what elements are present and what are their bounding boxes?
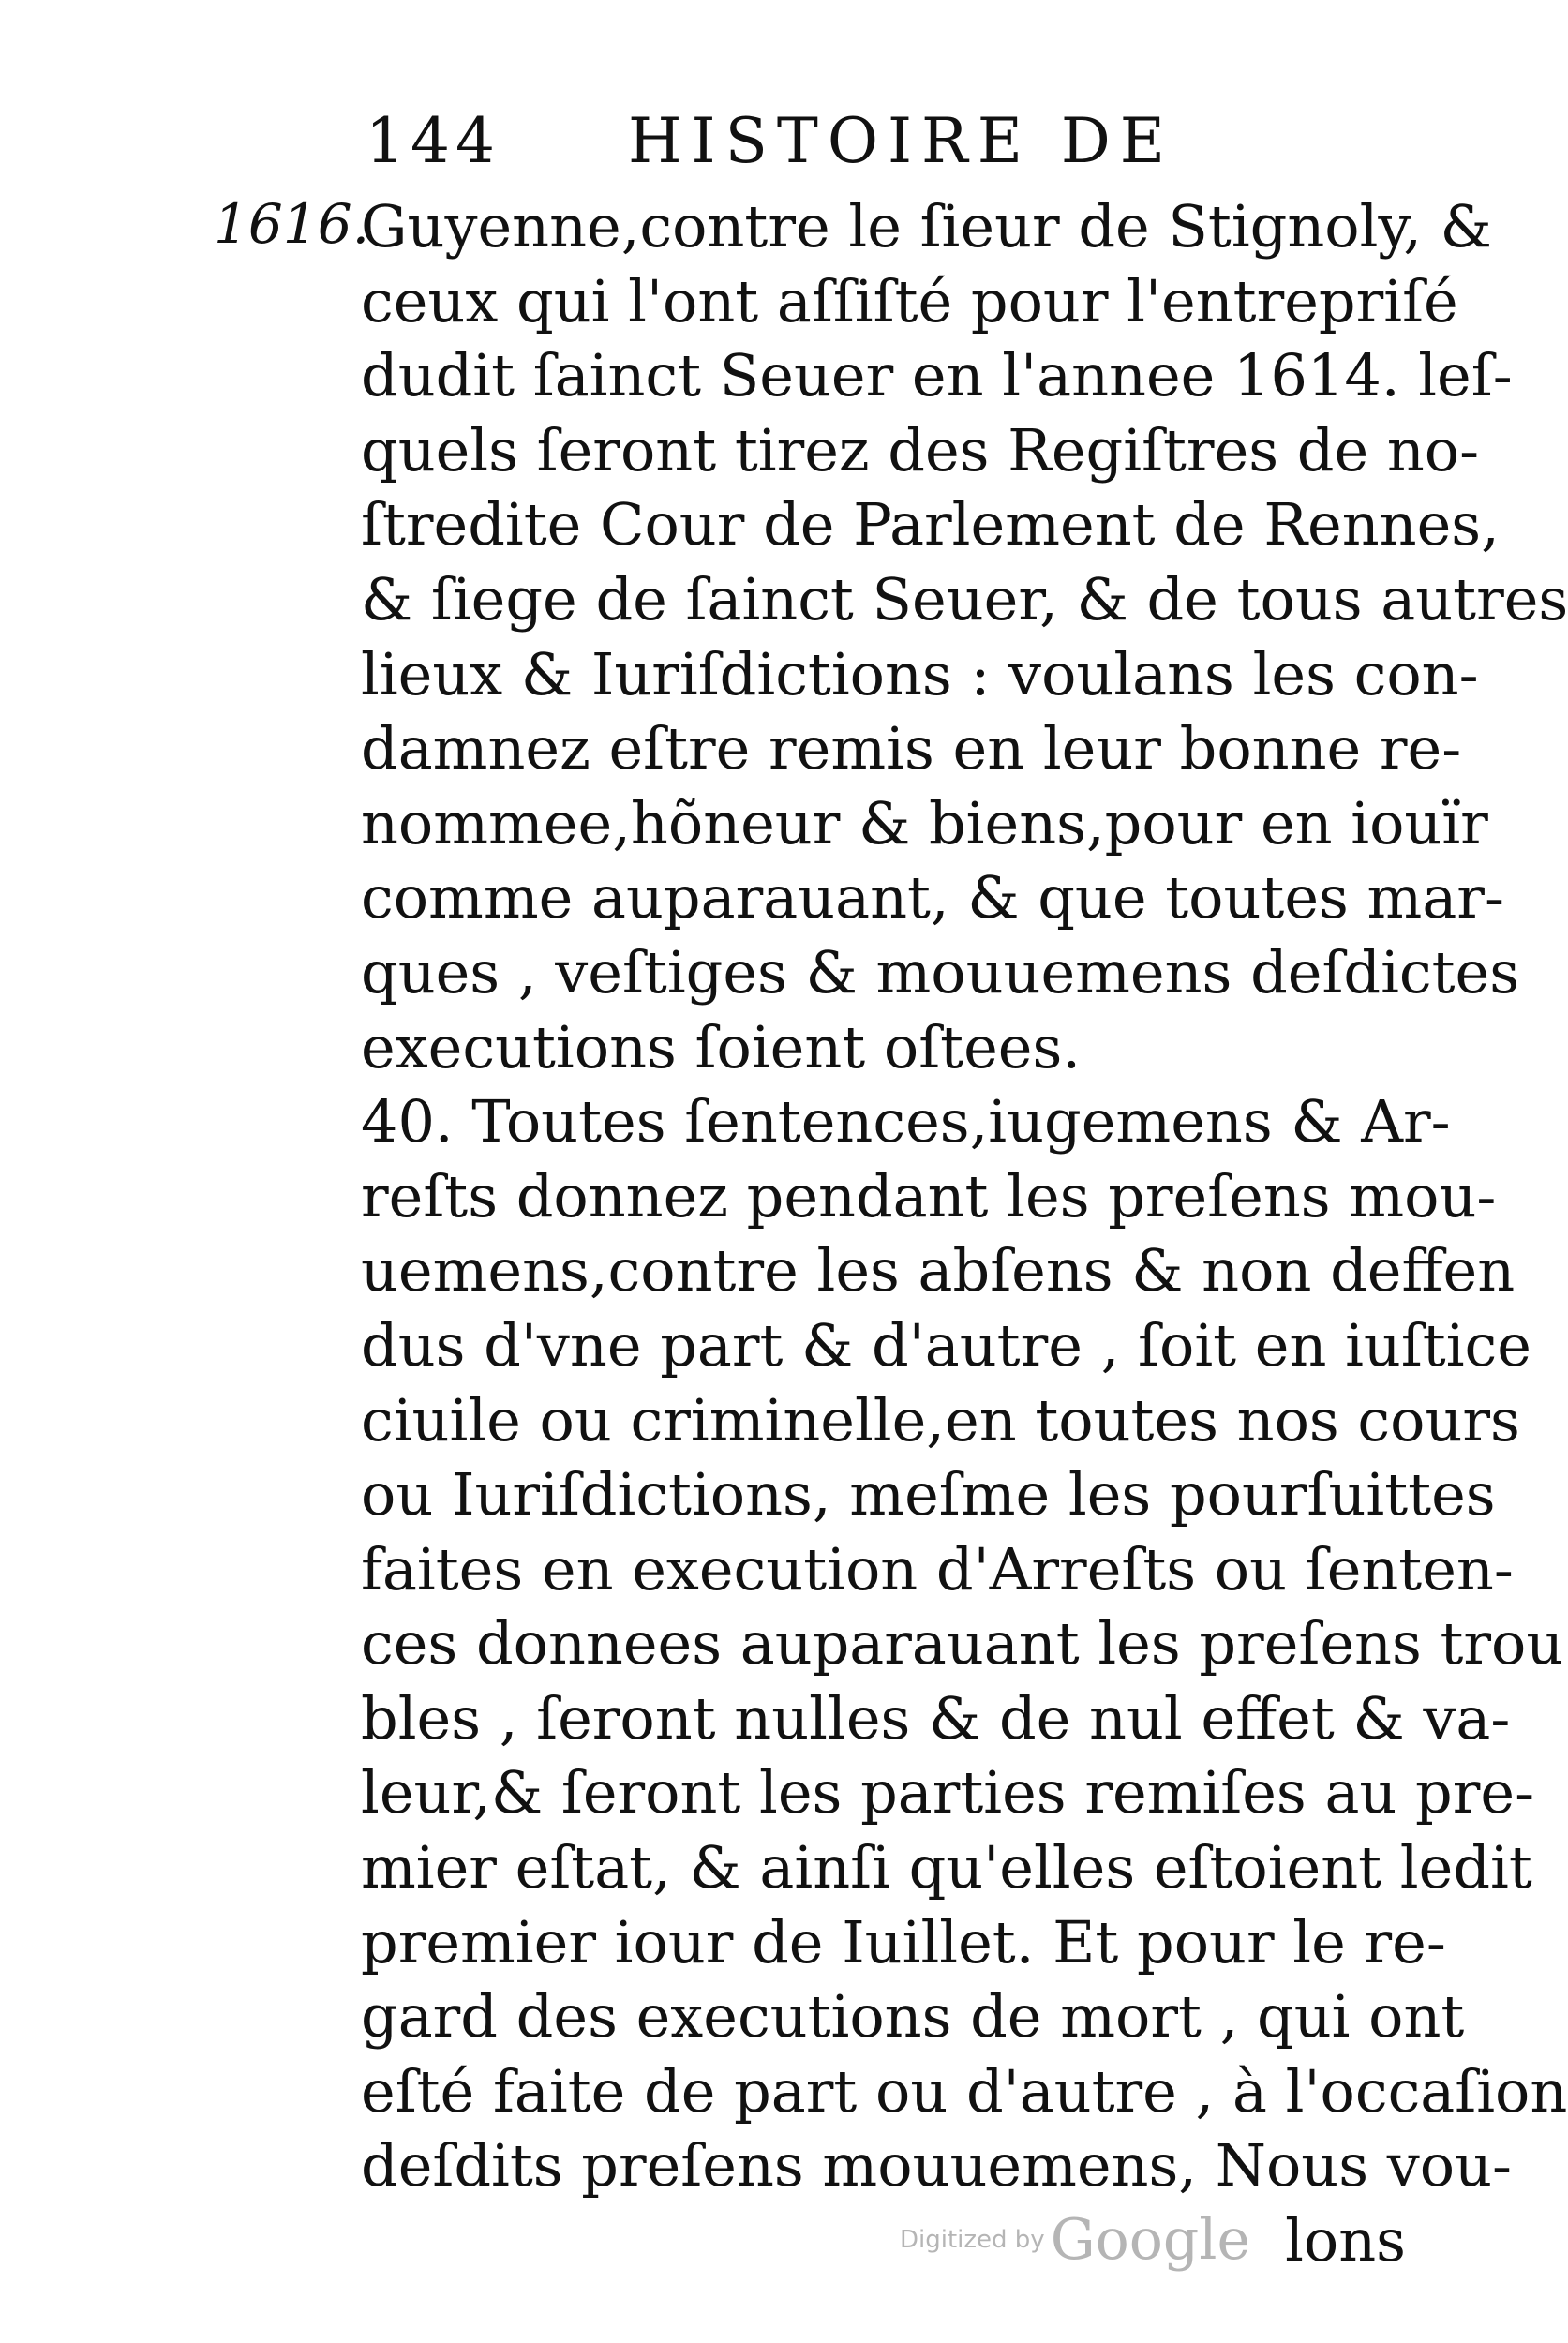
catchword: lons [1285, 2206, 1406, 2276]
watermark-brand: Google [1050, 2207, 1250, 2273]
digitized-watermark [900, 2207, 1275, 2282]
paragraph-start-line: 40. Toutes ſentences,iugemens & Ar- [361, 1087, 1451, 1157]
text-line: dus d'vne part & d'autre , ſoit en iuſtice [361, 1310, 1531, 1380]
running-title: HISTOIRE DE [628, 105, 1174, 177]
text-line: ſtredite Cour de Parlement de Rennes, [361, 490, 1500, 560]
text-line: damnez eſtre remis en leur bonne re- [361, 714, 1462, 783]
text-line: comme auparauant, & que toutes mar- [361, 863, 1504, 933]
text-line: ces donnees auparauant les preſens trou [361, 1609, 1564, 1679]
text-line: Guyenne,contre le ſieur de Stignoly, & [361, 192, 1492, 261]
margin-year-note: 1616. [214, 192, 370, 256]
text-line: quels ſeront tirez des Regiſtres de no- [361, 415, 1480, 485]
text-line: dudit ſainct Seuer en l'annee 1614. leſ- [361, 341, 1513, 410]
text-line: ou Iuriſdictions, meſme les pourſuittes [361, 1460, 1496, 1530]
text-line: nommee,hõneur & biens,pour en iouïr [361, 788, 1488, 858]
text-line: mier eſtat, & ainſi qu'elles eſtoient ledit [361, 1833, 1532, 1903]
text-line: executions ſoient oſtees. [361, 1012, 1081, 1082]
text-line: & ſiege de ſainct Seuer, & de tous autres [361, 564, 1568, 634]
text-line: premier iour de Iuillet. Et pour le re- [361, 1907, 1446, 1977]
text-line: faites en execution d'Arreſts ou ſenten- [361, 1534, 1514, 1604]
text-line: ciuile ou criminelle,en toutes nos cours [361, 1385, 1520, 1455]
text-line: bles , ſeront nulles & de nul effet & va- [361, 1683, 1511, 1753]
text-line: ceux qui l'ont aſſiſté pour l'entrepriſé [361, 266, 1458, 336]
text-line: lieux & Iuriſdictions : voulans les con- [361, 639, 1479, 709]
text-line: gard des executions de mort , qui ont [361, 1982, 1465, 2052]
text-line: reſts donnez pendant les preſens mou- [361, 1161, 1497, 1231]
watermark-prefix: Digitized by [900, 2226, 1045, 2254]
text-line: deſdits preſens mouuemens, Nous vou- [361, 2131, 1512, 2201]
text-line: eſté faite de part ou d'autre , à l'occaſion [361, 2056, 1568, 2126]
body-text [361, 189, 1568, 2278]
text-line: ques , veſtiges & mouuemens deſdictes [361, 937, 1520, 1007]
page-number: 144 [366, 105, 500, 177]
text-line: leur,& ſeront les parties remiſes au pre- [361, 1758, 1535, 1828]
running-head [366, 105, 1247, 189]
text-line: uemens,contre les abſens & non deffen [361, 1236, 1516, 1306]
